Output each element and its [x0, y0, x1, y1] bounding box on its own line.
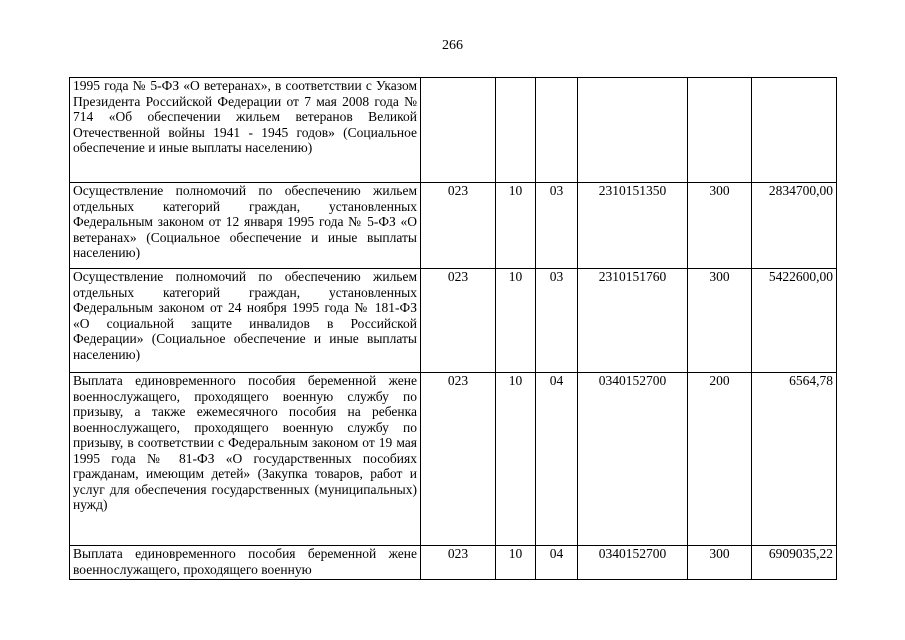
target-article-code: 0340152700 [578, 546, 688, 580]
table-row [70, 269, 837, 373]
expense-type-code: 200 [688, 373, 752, 546]
table-row [70, 546, 837, 580]
expense-type-code [688, 78, 752, 183]
amount: 5422600,00 [752, 269, 837, 373]
row-description: 1995 года № 5-ФЗ «О ветеранах», в соответствии с Указом Президента Российской Федерации от 7 мая 2008 года № 714 «Об обеспечении жильем ветеранов Великой Отечественной войны 1941 - 1945 годов» (Социальное обеспечение и иные выплаты населению) [70, 78, 421, 183]
amount: 6564,78 [752, 373, 837, 546]
amount [752, 78, 837, 183]
subsection-code: 03 [536, 269, 578, 373]
expense-type-code: 300 [688, 183, 752, 269]
ministry-code: 023 [421, 269, 496, 373]
target-article-code: 0340152700 [578, 373, 688, 546]
section-code: 10 [496, 183, 536, 269]
row-description: Осуществление полномочий по обеспечению жильем отдельных категорий граждан, установленных Федеральным законом от 24 ноября 1995 года № 181-ФЗ «О социальной защите инвалидов в Российской Федерации» (Социальное обеспечение и иные выплаты населению) [70, 269, 421, 373]
expense-type-code: 300 [688, 546, 752, 580]
row-description: Выплата единовременного пособия беременной жене военнослужащего, проходящего военную службу по призыву, а также ежемесячного пособия на ребенка военнослужащего, проходящего военную службу по призыву, в соответствии с Федеральным законом от 19 мая 1995 года № 81-ФЗ «О государственных пособиях гражданам, имеющим детей» (Закупка товаров, работ и услуг для обеспечения государственных (муниципальных) нужд) [70, 373, 421, 546]
amount: 6909035,22 [752, 546, 837, 580]
subsection-code: 04 [536, 546, 578, 580]
target-article-code: 2310151760 [578, 269, 688, 373]
row-description: Выплата единовременного пособия беременной жене военнослужащего, проходящего военную [70, 546, 421, 580]
subsection-code: 03 [536, 183, 578, 269]
ministry-code: 023 [421, 546, 496, 580]
expense-type-code: 300 [688, 269, 752, 373]
table-row [70, 183, 837, 269]
subsection-code [536, 78, 578, 183]
ministry-code [421, 78, 496, 183]
section-code [496, 78, 536, 183]
section-code: 10 [496, 373, 536, 546]
ministry-code: 023 [421, 183, 496, 269]
target-article-code [578, 78, 688, 183]
table-row [70, 373, 837, 546]
target-article-code: 2310151350 [578, 183, 688, 269]
subsection-code: 04 [536, 373, 578, 546]
page-number: 266 [442, 38, 463, 53]
amount: 2834700,00 [752, 183, 837, 269]
budget-table [69, 77, 837, 580]
section-code: 10 [496, 269, 536, 373]
table-row [70, 78, 837, 183]
row-description: Осуществление полномочий по обеспечению жильем отдельных категорий граждан, установленных Федеральным законом от 12 января 1995 года № 5-ФЗ «О ветеранах» (Социальное обеспечение и иные выплаты населению) [70, 183, 421, 269]
ministry-code: 023 [421, 373, 496, 546]
section-code: 10 [496, 546, 536, 580]
